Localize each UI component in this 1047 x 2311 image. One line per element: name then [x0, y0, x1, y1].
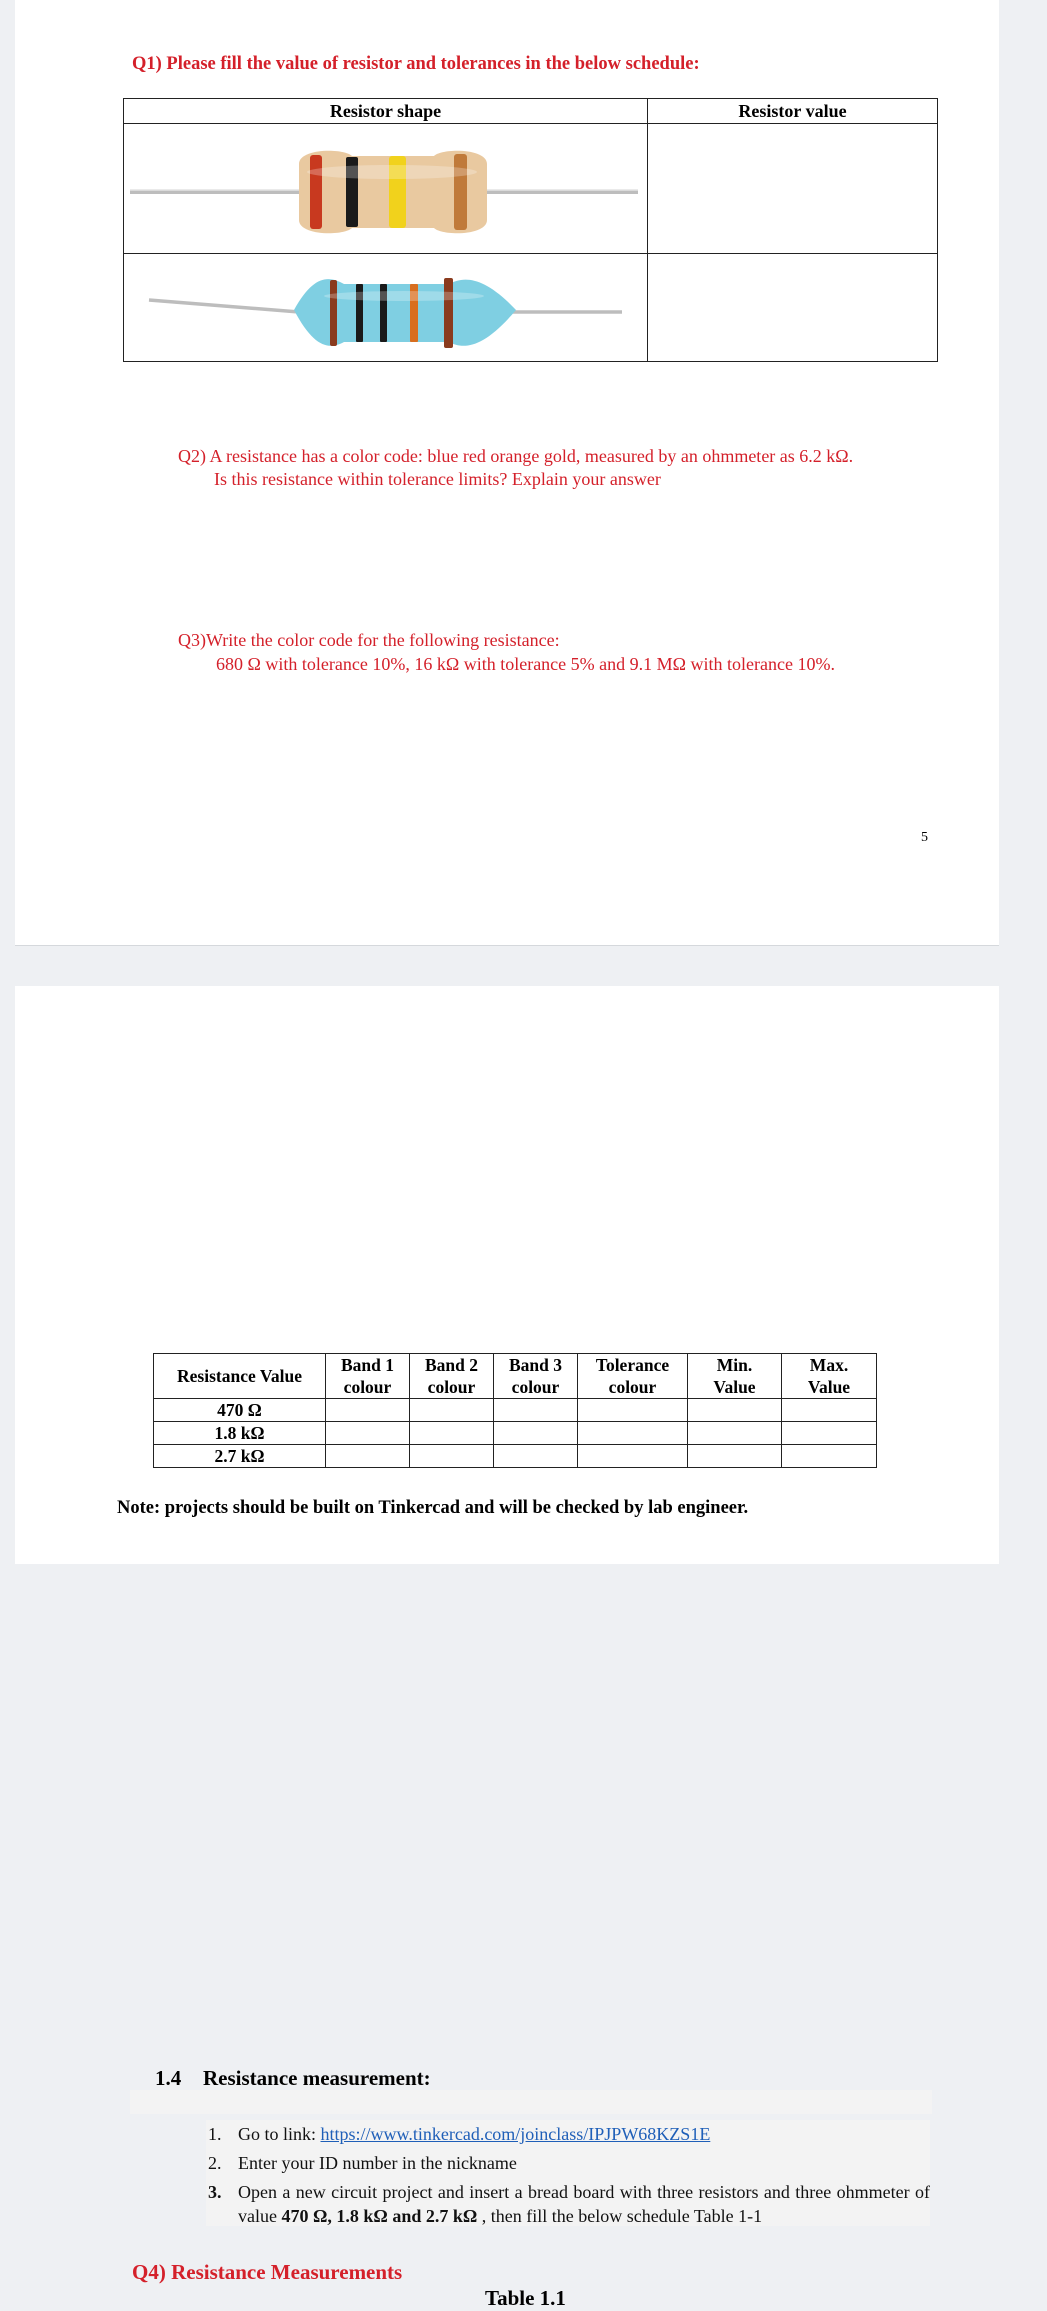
q3-question [178, 628, 835, 676]
table-header-row [154, 1354, 877, 1399]
page-number: 5 [921, 830, 928, 845]
tinkercad-link[interactable]: https://www.tinkercad.com/joinclass/IPJPW68KZS1E [320, 2124, 711, 2144]
step-text: Go to link: [238, 2124, 321, 2144]
row-label: 2.7 kΩ [154, 1445, 326, 1468]
table-cell[interactable] [326, 1422, 410, 1445]
list-item [208, 2122, 930, 2146]
document-page-1 [15, 0, 999, 945]
q2-line-1: Q2) A resistance has a color code: blue red orange gold, measured by an ohmmeter as 6.2 kΩ. [178, 446, 854, 466]
header-resistor-shape: Resistor shape [124, 99, 648, 124]
step-number: 3. [208, 2182, 222, 2202]
col-max-value: Max. Value [782, 1354, 877, 1399]
row-label: 470 Ω [154, 1399, 326, 1422]
resistor-2-band-5 [444, 278, 453, 348]
step-text: Enter your ID number in the nickname [238, 2153, 517, 2173]
row-label: 1.8 kΩ [154, 1422, 326, 1445]
table-cell[interactable] [688, 1422, 782, 1445]
resistor-2-body [294, 279, 516, 346]
table-cell[interactable] [782, 1445, 877, 1468]
table-cell[interactable] [494, 1422, 578, 1445]
section-heading [155, 2066, 431, 2091]
resistor-2-lead-left [149, 300, 299, 312]
table-cell[interactable] [410, 1445, 494, 1468]
table-row [154, 1445, 877, 1468]
instruction-list [208, 2122, 930, 2233]
resistor-image-1 [124, 124, 647, 248]
resistor-table [123, 98, 938, 362]
col-min-value: Min. Value [688, 1354, 782, 1399]
q3-line-1: Q3)Write the color code for the following resistance: [178, 630, 560, 650]
measurement-table [153, 1353, 877, 1468]
table-cell[interactable] [578, 1445, 688, 1468]
resistor-shape-cell-1 [124, 124, 648, 254]
table-cell[interactable] [494, 1399, 578, 1422]
step-text-end: , then fill the below schedule Table 1-1 [477, 2206, 763, 2226]
table-cell[interactable] [410, 1422, 494, 1445]
resistor-shape-cell-2 [124, 254, 648, 362]
table-cell[interactable] [782, 1422, 877, 1445]
table-cell[interactable] [688, 1445, 782, 1468]
header-resistor-value: Resistor value [648, 99, 938, 124]
list-item [208, 2180, 930, 2228]
table-caption: Table 1.1 [485, 2286, 566, 2310]
col-band-2: Band 2 colour [410, 1354, 494, 1399]
heading-shading [130, 2090, 932, 2114]
list-item [208, 2151, 930, 2175]
table-row [154, 1399, 877, 1422]
col-tolerance: Tolerance colour [578, 1354, 688, 1399]
document-page-2 [15, 986, 999, 2310]
q3-line-2: 680 Ω with tolerance 10%, 16 kΩ with tolerance 5% and 9.1 MΩ with tolerance 10%. [216, 654, 835, 674]
q1-title: Q1) Please fill the value of resistor and tolerances in the below schedule: [132, 54, 700, 74]
step-number: 1. [208, 2124, 222, 2144]
step-values: 470 Ω, 1.8 kΩ and 2.7 kΩ [281, 2206, 478, 2226]
table-cell[interactable] [688, 1399, 782, 1422]
table-cell[interactable] [494, 1445, 578, 1468]
col-band-1: Band 1 colour [326, 1354, 410, 1399]
section-number: 1.4 [155, 2066, 182, 2090]
table-row [154, 1422, 877, 1445]
table-cell[interactable] [578, 1422, 688, 1445]
note-text: Note: projects should be built on Tinkercad and will be checked by lab engineer. [117, 1498, 749, 1518]
resistor-value-cell-1[interactable] [648, 124, 938, 254]
resistor-2-band-1 [330, 280, 337, 346]
col-resistance-value: Resistance Value [154, 1354, 326, 1399]
resistor-image-2 [124, 254, 647, 356]
table-cell[interactable] [326, 1445, 410, 1468]
step-number: 2. [208, 2153, 222, 2173]
resistor-1-band-4 [454, 154, 467, 230]
resistor-1-band-1 [310, 155, 322, 229]
q4-title: Q4) Resistance Measurements [132, 2260, 403, 2284]
table-cell[interactable] [578, 1399, 688, 1422]
q2-line-2: Is this resistance within tolerance limits? Explain your answer [214, 469, 661, 489]
table-cell[interactable] [782, 1399, 877, 1422]
q2-question [178, 445, 853, 491]
table-cell[interactable] [326, 1399, 410, 1422]
table-cell[interactable] [410, 1399, 494, 1422]
resistor-value-cell-2[interactable] [648, 254, 938, 362]
section-title: Resistance measurement: [203, 2066, 431, 2090]
step-text: Open a new circuit project and insert a bread board with three resistors and three ohmmeter of value [238, 2182, 930, 2226]
col-band-3: Band 3 colour [494, 1354, 578, 1399]
